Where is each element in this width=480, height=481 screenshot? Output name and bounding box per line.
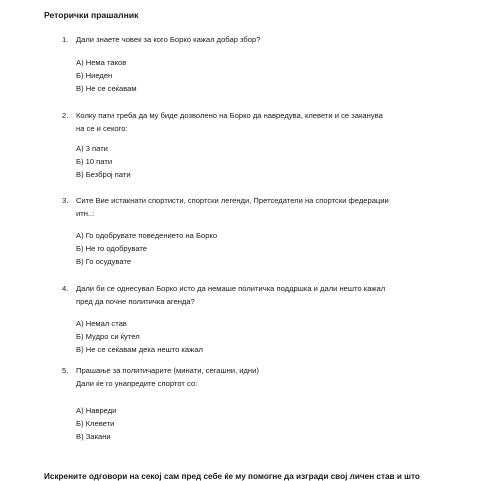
question-number: 5. <box>62 366 69 375</box>
question-text: Дали би се однесувал Борко исто да немаше политичка поддршка и дали нешто кажал пред да почне политичка агенда? <box>76 284 386 306</box>
option-2c: В) Безброј пати <box>76 170 131 179</box>
option-4a: А) Немал став <box>76 319 127 328</box>
option-2a: А) 3 пати <box>76 144 108 153</box>
option-1a: А) Нема таков <box>76 58 127 67</box>
option-5a: А) Навреди <box>76 406 117 415</box>
question-text: Прашање за политичарите (минати, сегашни, идни) Дали ќе го унапредите спортот со: <box>76 366 259 388</box>
option-3b: Б) Не го одобрувате <box>76 244 147 253</box>
footer-paragraph: Искрените одговори на секој сам пред себе ќе му помогне да изгради свој личен став и што <box>44 472 420 481</box>
document-title: Реторички прашалник <box>44 10 139 20</box>
question-text: Колку пати треба да му биде дозволено на Борко да навредува, клевети и се заканува на се и секого: <box>76 111 383 133</box>
option-2b: Б) 10 пати <box>76 157 113 166</box>
question-text: Сите Вие истакнати спортисти, спортски легенди, Претседатели на спортски федерации итн..: <box>76 196 389 218</box>
option-4c: В) Не се сеќавам дека нешто кажал <box>76 345 203 354</box>
question-text: Дали знаете човек за кого Борко кажал добар збор? <box>76 35 261 44</box>
question-number: 4. <box>62 284 69 293</box>
option-5b: Б) Клевети <box>76 419 115 428</box>
option-1b: Б) Ниеден <box>76 71 113 80</box>
option-4b: Б) Мудро си ќутел <box>76 332 140 341</box>
question-number: 3. <box>62 196 69 205</box>
option-3a: А) Го одобрувате поведението на Борко <box>76 231 218 240</box>
question-number: 1. <box>62 35 69 44</box>
option-5c: В) Закани <box>76 432 111 441</box>
option-1c: В) Не се сеќавам <box>76 84 137 93</box>
question-number: 2. <box>62 111 69 120</box>
option-3c: В) Го осудувате <box>76 257 132 266</box>
